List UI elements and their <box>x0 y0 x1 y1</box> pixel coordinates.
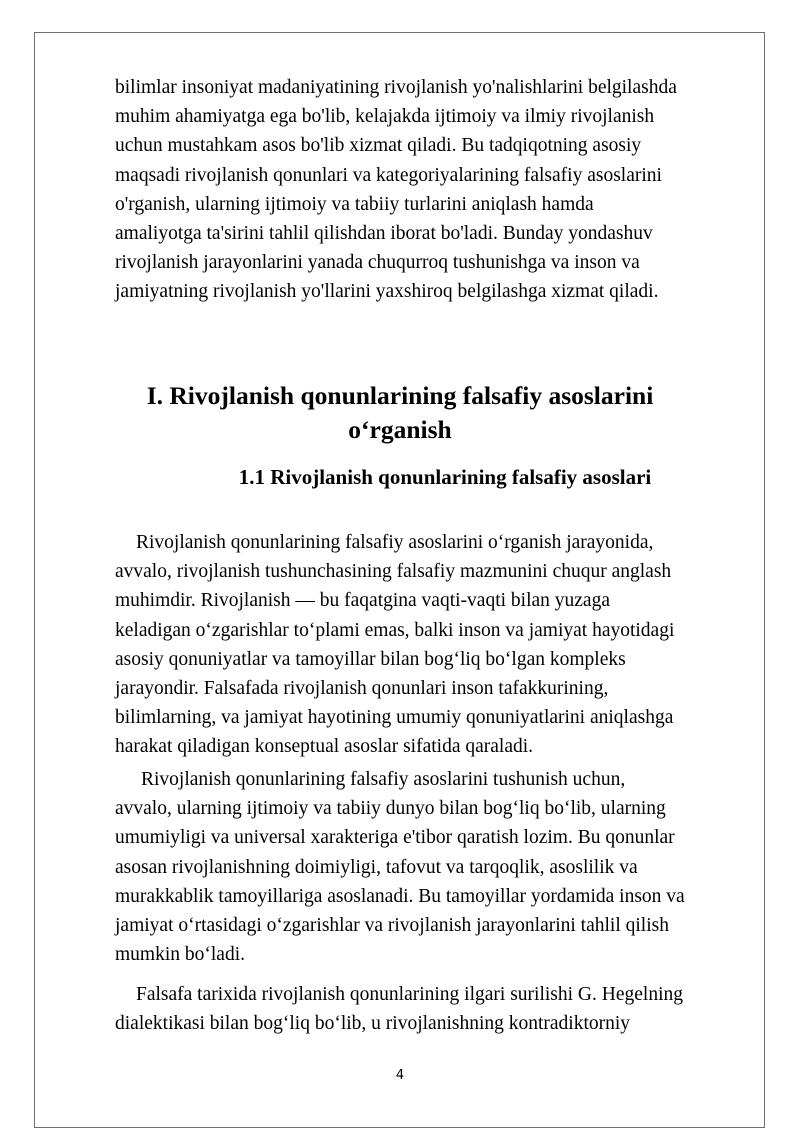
text-line: Rivojlanish qonunlarining falsafiy asoslarini tushunish uchun, <box>141 769 626 790</box>
text-line: asosan rivojlanishning doimiyligi, tafovut va tarqoqlik, asoslilik va <box>115 856 638 878</box>
text-line: jamiyat o‘rtasidagi o‘zgarishlar va rivojlanish jarayonlarini tahlil qilish <box>115 915 669 937</box>
heading-line: I. Rivojlanish qonunlarining falsafiy asoslarini <box>146 381 654 410</box>
text-line: Falsafa tarixida rivojlanish qonunlarining ilgari surilishi G. Hegelning <box>136 984 683 1005</box>
text-line: dialektikasi bilan bog‘liq bo‘lib, u rivojlanishning kontradiktorniy <box>115 1013 631 1035</box>
text-line: mumkin bo‘ladi. <box>115 944 245 966</box>
text-line: bilimlarning, va jamiyat hayotining umumiy qonuniyatlarini aniqlashga <box>115 707 674 729</box>
text-line: muhimdir. Rivojlanish — bu faqatgina vaqti-vaqti bilan yuzaga <box>115 590 610 612</box>
intro-paragraph <box>115 73 775 307</box>
text-line: o'rganish, ularning ijtimoiy va tabiiy turlarini aniqlash hamda <box>115 193 594 215</box>
text-line: uchun mustahkam asos bo'lib xizmat qiladi. Bu tadqiqotning asosiy <box>115 135 642 157</box>
text-line: bilimlar insoniyat madaniyatining rivojlanish yo'nalishlarini belgilashda <box>115 77 677 98</box>
body-paragraph-2 <box>115 765 775 969</box>
heading-line: o‘rganish <box>348 415 452 444</box>
text-line: asosiy qonuniyatlar va tamoyillar bilan bog‘liq bo‘lgan kompleks <box>115 648 626 670</box>
text-line: rivojlanish jarayonlarini yanada chuqurroq tushunishga va inson va <box>115 252 640 274</box>
text-line: muhim ahamiyatga ega bo'lib, kelajakda ijtimoiy va ilmiy rivojlanish <box>115 106 655 128</box>
text-line: murakkablik tamoyillariga asoslanadi. Bu tamoyillar yordamida inson va <box>115 885 685 907</box>
text-line: keladigan o‘zgarishlar to‘plami emas, balki inson va jamiyat hayotidagi <box>115 619 675 641</box>
text-line: jamiyatning rivojlanish yo'llarini yaxshiroq belgilashga xizmat qiladi. <box>115 281 659 303</box>
section-heading: 1.1 Rivojlanish qonunlarining falsafiy asoslari <box>238 465 652 489</box>
text-line: maqsadi rivojlanish qonunlari va kategoriyalarining falsafiy asoslarini <box>115 164 662 186</box>
text-line: harakat qiladigan konseptual asoslar sifatida qaraladi. <box>115 736 534 758</box>
text-line: Rivojlanish qonunlarining falsafiy asoslarini o‘rganish jarayonida, <box>136 532 654 553</box>
text-line: umumiyligi va universal xarakteriga e'tibor qaratish lozim. Bu qonunlar <box>115 827 675 849</box>
text-line: avvalo, ularning ijtimoiy va tabiiy dunyo bilan bog‘liq bo‘lib, ularning <box>115 798 666 820</box>
text-line: jarayondir. Falsafada rivojlanish qonunlari inson tafakkurining, <box>115 678 609 700</box>
body-paragraph-3 <box>115 980 775 1038</box>
body-paragraph-1 <box>115 528 775 762</box>
chapter-heading <box>115 379 685 447</box>
text-line: avvalo, rivojlanish tushunchasining falsafiy mazmunini chuqur anglash <box>115 561 672 583</box>
text-line: amaliyotga ta'sirini tahlil qilishdan iborat bo'ladi. Bunday yondashuv <box>115 223 653 245</box>
page-number: 4 <box>395 1068 405 1083</box>
